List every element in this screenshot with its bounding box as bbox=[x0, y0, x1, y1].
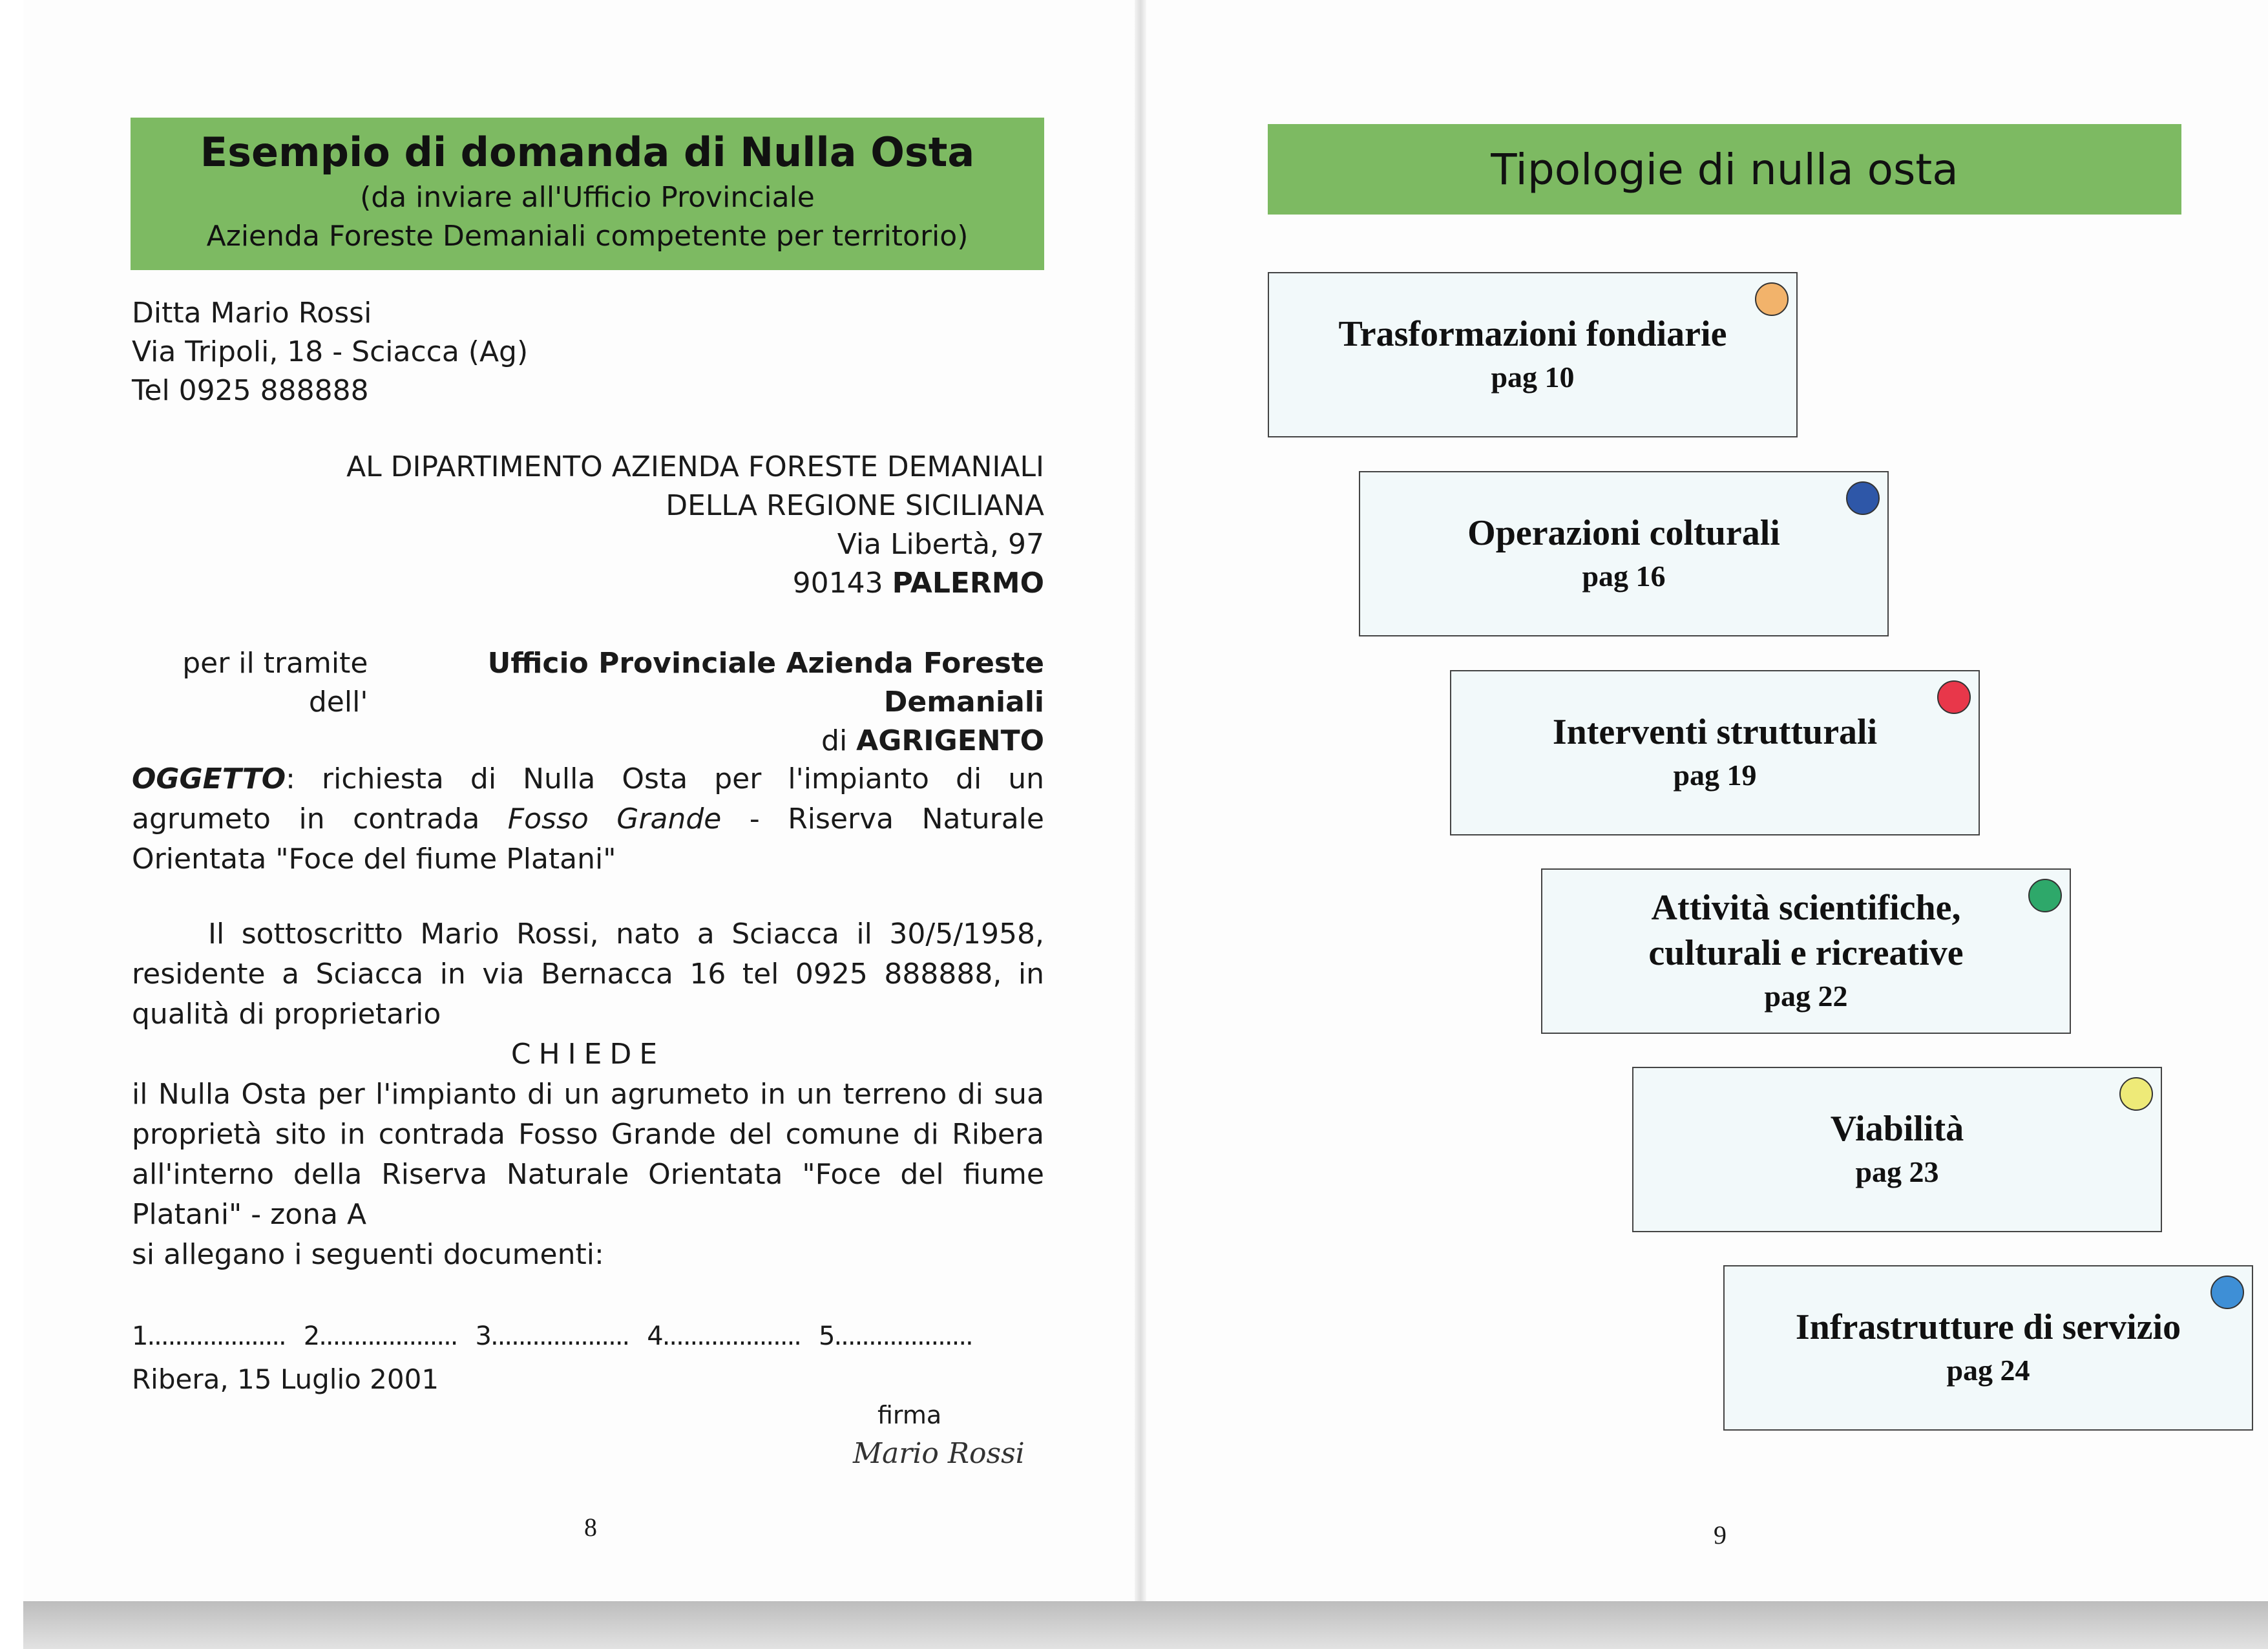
request-body bbox=[132, 914, 1044, 1275]
recipient-address bbox=[132, 448, 1044, 603]
recipient-line-3: Via Libertà, 97 bbox=[837, 528, 1044, 561]
orange-dot-icon bbox=[1755, 282, 1789, 316]
card-page-ref: pag 23 bbox=[1855, 1155, 1939, 1188]
right-page-header bbox=[1268, 124, 2181, 215]
card-title: Attività scientifiche, bbox=[1651, 888, 1961, 928]
attachment-slot-4: 4.................... bbox=[647, 1321, 801, 1351]
body-paragraph-3: si allegano i seguenti documenti: bbox=[132, 1238, 604, 1271]
tramite-city: AGRIGENTO bbox=[856, 724, 1044, 757]
oggetto-place: Fosso Grande bbox=[507, 803, 722, 835]
recipient-city: PALERMO bbox=[892, 567, 1044, 600]
chiede-heading: CHIEDE bbox=[510, 1038, 666, 1071]
card-title: Viabilità bbox=[1830, 1109, 1964, 1149]
card-infrastrutture-di-servizio[interactable] bbox=[1723, 1265, 2253, 1431]
card-title: Trasformazioni fondiarie bbox=[1338, 314, 1727, 354]
scan-bottom-edge bbox=[23, 1601, 2268, 1649]
oggetto-label: OGGETTO bbox=[132, 762, 286, 795]
card-interventi-strutturali[interactable] bbox=[1450, 670, 1980, 835]
body-paragraph-1: Il sottoscritto Mario Rossi, nato a Sciacca il 30/5/1958, residente a Sciacca in via Bernacca 16 tel 0925 888888, in qualità di proprietario bbox=[132, 918, 1044, 1031]
card-page-ref: pag 24 bbox=[1946, 1354, 2030, 1387]
card-trasformazioni-fondiarie[interactable] bbox=[1268, 272, 1798, 437]
card-title: Interventi strutturali bbox=[1552, 712, 1878, 752]
page-number-left: 8 bbox=[584, 1513, 597, 1542]
yellow-dot-icon bbox=[2119, 1077, 2153, 1111]
oggetto-text-2: - Riserva Naturale Orientata "Foce del fiume Platani" bbox=[132, 803, 1044, 876]
card-operazioni-colturali[interactable] bbox=[1359, 471, 1889, 636]
card-page-ref: pag 22 bbox=[1764, 980, 1848, 1013]
attachment-slot-1: 1.................... bbox=[132, 1321, 286, 1351]
blue-dot-icon bbox=[1846, 481, 1880, 515]
card-title-line-2: culturali e ricreative bbox=[1648, 933, 1964, 973]
tramite-di: di bbox=[821, 724, 857, 757]
left-header-title: Esempio di domanda di Nulla Osta bbox=[200, 129, 975, 176]
light-blue-dot-icon bbox=[2210, 1276, 2244, 1309]
recipient-postcode: 90143 bbox=[792, 567, 892, 600]
oggetto-text-1: : richiesta di Nulla Osta per l'impianto di un agrumeto in contrada bbox=[132, 762, 1044, 835]
oggetto-paragraph bbox=[132, 759, 1044, 879]
attachments-list bbox=[132, 1317, 972, 1356]
place-date: Ribera, 15 Luglio 2001 bbox=[132, 1363, 439, 1395]
sender-phone: Tel 0925 888888 bbox=[132, 374, 369, 407]
recipient-line-2: DELLA REGIONE SICILIANA bbox=[666, 489, 1044, 522]
page-number-right: 9 bbox=[1714, 1520, 1727, 1549]
book-gutter bbox=[1135, 0, 1146, 1601]
attachment-slot-2: 2.................... bbox=[303, 1321, 457, 1351]
tramite-line-1 bbox=[132, 644, 1044, 722]
recipient-line-1: AL DIPARTIMENTO AZIENDA FORESTE DEMANIALI bbox=[346, 450, 1044, 483]
green-dot-icon bbox=[2028, 879, 2062, 912]
right-header-title: Tipologie di nulla osta bbox=[1491, 144, 1958, 194]
card-viabilita[interactable] bbox=[1632, 1067, 2162, 1232]
tramite-line-2 bbox=[132, 722, 1044, 761]
card-title: Infrastrutture di servizio bbox=[1795, 1307, 2181, 1347]
sender-name: Ditta Mario Rossi bbox=[132, 297, 372, 330]
signature: Mario Rossi bbox=[853, 1437, 1025, 1470]
sender-address bbox=[132, 294, 528, 410]
attachment-slot-3: 3.................... bbox=[475, 1321, 629, 1351]
card-page-ref: pag 16 bbox=[1582, 560, 1666, 593]
red-dot-icon bbox=[1937, 680, 1971, 714]
tramite-line bbox=[132, 644, 1044, 761]
left-header-subtitle-1: (da inviare all'Ufficio Provinciale bbox=[360, 181, 815, 214]
attachment-slot-5: 5.................... bbox=[819, 1321, 972, 1351]
card-attivita-scientifiche[interactable] bbox=[1541, 868, 2071, 1034]
card-page-ref: pag 19 bbox=[1673, 759, 1757, 792]
sender-street: Via Tripoli, 18 - Sciacca (Ag) bbox=[132, 335, 529, 368]
tramite-prefix: per il tramite dell' bbox=[182, 647, 368, 719]
left-page-header bbox=[131, 118, 1044, 270]
body-paragraph-2: il Nulla Osta per l'impianto di un agrumeto in un terreno di sua proprietà sito in contrada Fosso Grande del comune di Ribera all'interno della Riserva Naturale Orientata "Foce del fiume Platani" - zona A bbox=[132, 1078, 1044, 1231]
recipient-line-4 bbox=[132, 564, 1044, 603]
tramite-office: Ufficio Provinciale Azienda Foreste Demaniali bbox=[487, 647, 1044, 719]
card-title: Operazioni colturali bbox=[1467, 513, 1780, 553]
firma-label: firma bbox=[877, 1401, 942, 1429]
left-header-subtitle-2: Azienda Foreste Demaniali competente per territorio) bbox=[206, 220, 969, 253]
card-page-ref: pag 10 bbox=[1491, 361, 1575, 394]
